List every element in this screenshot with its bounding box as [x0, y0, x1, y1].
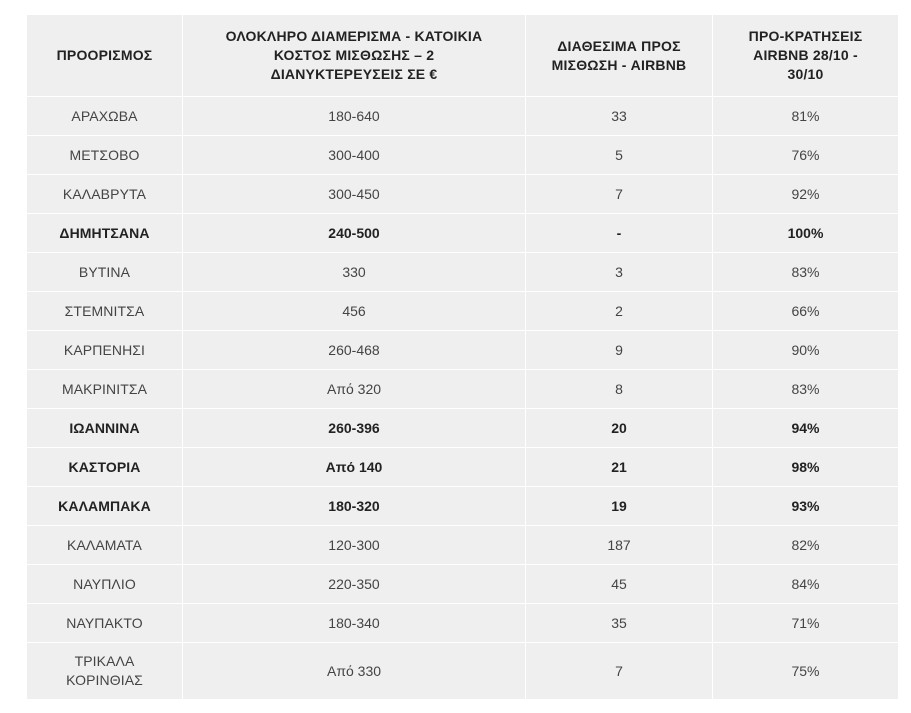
available-cell: 21 [526, 448, 713, 487]
table-row [27, 565, 899, 604]
table-row [27, 604, 899, 643]
table-row [27, 214, 899, 253]
cost-cell: 300-400 [183, 136, 526, 175]
rental-table [26, 14, 899, 700]
cost-cell: 330 [183, 253, 526, 292]
prebookings-cell: 66% [713, 292, 899, 331]
available-cell: 35 [526, 604, 713, 643]
prebookings-cell: 71% [713, 604, 899, 643]
available-cell: 2 [526, 292, 713, 331]
cost-cell: 220-350 [183, 565, 526, 604]
cost-cell: 180-320 [183, 487, 526, 526]
table-row [27, 331, 899, 370]
header-prebookings: ΠΡΟ-ΚΡΑΤΗΣΕΙΣ AIRBNB 28/10 - 30/10 [713, 15, 899, 97]
cost-cell: 120-300 [183, 526, 526, 565]
destination-cell: ΝΑΥΠΑΚΤΟ [27, 604, 183, 643]
prebookings-cell: 82% [713, 526, 899, 565]
cost-cell: 260-468 [183, 331, 526, 370]
available-cell: 187 [526, 526, 713, 565]
table-header [27, 15, 899, 97]
cost-cell: 456 [183, 292, 526, 331]
destination-cell: ΝΑΥΠΛΙΟ [27, 565, 183, 604]
available-cell: 5 [526, 136, 713, 175]
header-row [27, 15, 899, 97]
available-cell: 33 [526, 97, 713, 136]
table-row [27, 97, 899, 136]
prebookings-cell: 94% [713, 409, 899, 448]
cost-cell: 180-640 [183, 97, 526, 136]
table-row [27, 409, 899, 448]
destination-cell: ΚΑΡΠΕΝΗΣΙ [27, 331, 183, 370]
available-cell: 8 [526, 370, 713, 409]
destination-cell: ΒΥΤΙΝΑ [27, 253, 183, 292]
cost-cell: 300-450 [183, 175, 526, 214]
destination-cell: ΚΑΛΑΜΑΤΑ [27, 526, 183, 565]
destination-cell: ΜΕΤΣΟΒΟ [27, 136, 183, 175]
destination-cell: ΙΩΑΝΝΙΝΑ [27, 409, 183, 448]
prebookings-cell: 84% [713, 565, 899, 604]
available-cell: 7 [526, 643, 713, 700]
destination-cell: ΚΑΣΤΟΡΙΑ [27, 448, 183, 487]
prebookings-cell: 93% [713, 487, 899, 526]
prebookings-cell: 75% [713, 643, 899, 700]
available-cell: 3 [526, 253, 713, 292]
destination-cell: ΚΑΛΑΒΡΥΤΑ [27, 175, 183, 214]
prebookings-cell: 76% [713, 136, 899, 175]
header-available: ΔΙΑΘΕΣΙΜΑ ΠΡΟΣ ΜΙΣΘΩΣΗ - AIRBNB [526, 15, 713, 97]
available-cell: 20 [526, 409, 713, 448]
destination-cell: ΑΡΑΧΩΒΑ [27, 97, 183, 136]
prebookings-cell: 92% [713, 175, 899, 214]
rental-table-container [26, 14, 898, 700]
available-cell: - [526, 214, 713, 253]
prebookings-cell: 90% [713, 331, 899, 370]
table-row [27, 253, 899, 292]
available-cell: 19 [526, 487, 713, 526]
destination-cell: ΚΑΛΑΜΠΑΚΑ [27, 487, 183, 526]
destination-cell: ΤΡΙΚΑΛΑ ΚΟΡΙΝΘΙΑΣ [27, 643, 183, 700]
available-cell: 9 [526, 331, 713, 370]
prebookings-cell: 100% [713, 214, 899, 253]
destination-cell: ΔΗΜΗΤΣΑΝΑ [27, 214, 183, 253]
cost-cell: Από 330 [183, 643, 526, 700]
destination-cell: ΣΤΕΜΝΙΤΣΑ [27, 292, 183, 331]
prebookings-cell: 98% [713, 448, 899, 487]
prebookings-cell: 83% [713, 253, 899, 292]
header-cost: ΟΛΟΚΛΗΡΟ ΔΙΑΜΕΡΙΣΜΑ - ΚΑΤΟΙΚΙΑ ΚΟΣΤΟΣ ΜΙΣΘΩΣΗΣ – 2 ΔΙΑΝΥΚΤΕΡΕΥΣΕΙΣ ΣΕ € [183, 15, 526, 97]
cost-cell: 240-500 [183, 214, 526, 253]
destination-cell: ΜΑΚΡΙΝΙΤΣΑ [27, 370, 183, 409]
prebookings-cell: 81% [713, 97, 899, 136]
cost-cell: 260-396 [183, 409, 526, 448]
table-row [27, 175, 899, 214]
table-row [27, 136, 899, 175]
table-row [27, 643, 899, 700]
table-row [27, 487, 899, 526]
table-row [27, 526, 899, 565]
table-body [27, 97, 899, 700]
prebookings-cell: 83% [713, 370, 899, 409]
table-row [27, 370, 899, 409]
header-destination: ΠΡΟΟΡΙΣΜΟΣ [27, 15, 183, 97]
cost-cell: Από 140 [183, 448, 526, 487]
available-cell: 7 [526, 175, 713, 214]
table-row [27, 292, 899, 331]
cost-cell: Από 320 [183, 370, 526, 409]
table-row [27, 448, 899, 487]
available-cell: 45 [526, 565, 713, 604]
cost-cell: 180-340 [183, 604, 526, 643]
